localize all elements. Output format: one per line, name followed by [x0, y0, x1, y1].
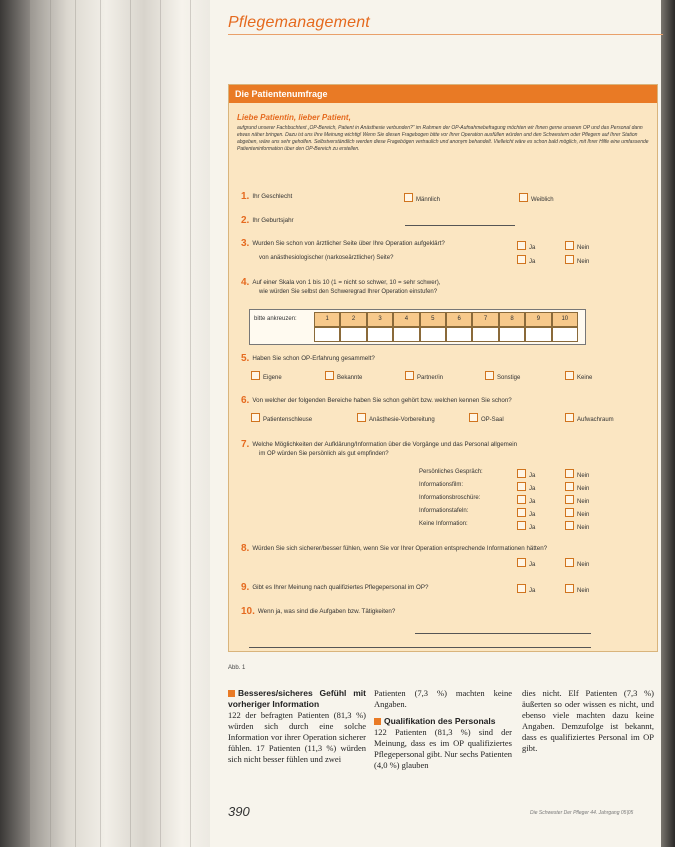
page-footer: Die Schwester Der Pfleger 44. Jahrgang 05|05 [530, 810, 634, 816]
checkbox[interactable] [565, 413, 574, 422]
question-6 [241, 395, 512, 406]
paragraph: dies nicht. Elf Patienten (7,3 %) äußerten so oder wissen es nicht, und ebenso viele machten dazu keine Angaben. Demzufolge ist bekannt, dass es qualifiziertes Personal im OP gibt. [522, 688, 654, 753]
checkbox[interactable] [404, 193, 413, 202]
question-text: Von welcher der folgenden Bereiche haben Sie schon gehört bzw. welchen kennen Sie schon? [252, 397, 512, 404]
scale-header-7: 7 [472, 312, 498, 327]
stacked-page-edges [30, 0, 220, 847]
header-divider [228, 34, 663, 35]
q5-option-5[interactable] [565, 371, 592, 381]
scale-header-6: 6 [446, 312, 472, 327]
checkbox[interactable] [517, 469, 526, 478]
option-label: Ja [529, 473, 536, 479]
checkbox[interactable] [565, 241, 574, 250]
scale-header-10: 10 [552, 312, 578, 327]
option-label: Ja [529, 245, 536, 251]
option-label: Männlich [416, 197, 441, 203]
q7-yes[interactable] [517, 482, 535, 492]
question-number: 8. [241, 543, 250, 554]
checkbox[interactable] [565, 558, 574, 567]
q6-option-2[interactable] [357, 413, 435, 423]
option-label: Nein [577, 588, 590, 594]
q7-no[interactable] [565, 469, 589, 479]
scale-cell-3[interactable] [367, 327, 393, 342]
scale-header-8: 8 [499, 312, 525, 327]
question-3 [241, 238, 445, 249]
question-number: 2. [241, 215, 250, 226]
question-9 [241, 582, 428, 593]
option-label: Eigene [263, 375, 282, 381]
checkbox[interactable] [565, 469, 574, 478]
text-column-1 [228, 688, 366, 765]
checkbox[interactable] [517, 508, 526, 517]
q6-option-1[interactable] [251, 413, 312, 423]
q7-no[interactable] [565, 521, 589, 531]
question-8 [241, 543, 547, 554]
scale-cell-2[interactable] [340, 327, 366, 342]
option-male[interactable] [404, 193, 440, 203]
square-bullet-icon [228, 690, 235, 697]
checkbox[interactable] [565, 508, 574, 517]
square-bullet-icon [374, 718, 381, 725]
scale-cell-1[interactable] [314, 327, 340, 342]
option-label: Nein [577, 499, 590, 505]
question-number: 5. [241, 353, 250, 364]
option-label: Sonstige [497, 375, 521, 381]
checkbox[interactable] [517, 255, 526, 264]
option-label: Ja [529, 562, 536, 568]
checkbox[interactable] [517, 558, 526, 567]
scale-cell-4[interactable] [393, 327, 419, 342]
scale-grid [314, 312, 578, 342]
q7-yes[interactable] [517, 521, 535, 531]
question-number: 3. [241, 238, 250, 249]
option-label: Nein [577, 562, 590, 568]
question-text: Haben Sie schon OP-Erfahrung gesammelt? [252, 355, 375, 362]
scale-cell-7[interactable] [472, 327, 498, 342]
question-number: 7. [241, 439, 250, 450]
scale-cell-6[interactable] [446, 327, 472, 342]
q5-option-3[interactable] [405, 371, 443, 381]
survey-intro: aufgrund unserer Fachbuchtext „OP-Bereich, Patient in Anästhesie verbunden?“ im Rahmen der OP-Aufnahmebefragung möchten wir Ihnen gerne unseren OP und das Personal dann etwas näher bringen. Dazu ist uns Ihre Meinung wichtig! Wenn Sie diesen Fragebogen bitte vor Ihrer Operation ausfüllen würden und den Schwestern oder Pflegern auf Ihrer Station abgeben, wäre uns sehr geholfen. Selbstverständlich werden diese Fragebögen vertraulich und anonym behandelt. Vielleicht wäre es schon bald möglich, mit Ihrer Hilfe eine umfassende Patienteninformation über den OP-Bereich zu erstellen. [237, 125, 649, 152]
text-column-3 [522, 688, 654, 754]
option-label: Ja [529, 588, 536, 594]
q7-item-label: Informationsfilm: [419, 482, 464, 488]
option-label: Weiblich [531, 197, 554, 203]
question-text: Ihr Geburtsjahr [252, 217, 294, 224]
question-text: Ihr Geschlecht [252, 193, 293, 200]
question-2 [241, 215, 294, 226]
checkbox[interactable] [485, 371, 494, 380]
checkbox[interactable] [325, 371, 334, 380]
text-column-2 [374, 688, 512, 771]
severity-scale [249, 309, 586, 345]
answer-line-1[interactable] [415, 633, 591, 634]
q7-no[interactable] [565, 495, 589, 505]
q7-no[interactable] [565, 508, 589, 518]
paragraph: 122 Patienten (81,3 %) sind der Meinung, dass es im OP qualifiziertes Pflegepersonal gibt. Nur sechs Patienten (4,0 %) glauben [374, 727, 512, 770]
checkbox[interactable] [251, 413, 260, 422]
checkbox[interactable] [519, 193, 528, 202]
checkbox[interactable] [357, 413, 366, 422]
checkbox[interactable] [517, 584, 526, 593]
q9-no[interactable] [565, 584, 589, 594]
option-label: Nein [577, 525, 590, 531]
checkbox[interactable] [517, 241, 526, 250]
option-label: Nein [577, 512, 590, 518]
option-label: Keine [577, 375, 593, 381]
section-header: Pflegemanagement [228, 14, 370, 31]
question-5 [241, 353, 375, 364]
subheading: Besseres/sicheres Gefühl mit vorheriger Information [228, 688, 366, 709]
option-label: Ja [529, 525, 536, 531]
book-spine-shadow [0, 0, 30, 847]
q7-no[interactable] [565, 482, 589, 492]
checkbox[interactable] [517, 495, 526, 504]
checkbox[interactable] [565, 371, 574, 380]
option-label: Nein [577, 245, 590, 251]
option-label: Ja [529, 512, 536, 518]
question-number: 9. [241, 582, 250, 593]
scale-cell-8[interactable] [499, 327, 525, 342]
option-label: Nein [577, 486, 590, 492]
checkbox[interactable] [517, 482, 526, 491]
answer-line-2[interactable] [249, 647, 591, 648]
question-text: Würden Sie sich sicherer/besser fühlen, wenn Sie vor Ihrer Operation entsprechende Informationen hätten? [252, 545, 548, 552]
option-label: Bekannte [337, 375, 363, 381]
checkbox[interactable] [251, 371, 260, 380]
scale-header-1: 1 [314, 312, 340, 327]
page-number: 390 [228, 804, 250, 819]
birth-year-field[interactable] [405, 225, 515, 226]
scale-cell-5[interactable] [420, 327, 446, 342]
option-label: Partner/in [417, 375, 444, 381]
question-number: 6. [241, 395, 250, 406]
option-female[interactable] [519, 193, 554, 203]
q3-no[interactable] [565, 241, 589, 251]
question-number: 10. [241, 606, 255, 617]
option-label: Aufwachraum [577, 417, 614, 423]
option-label: Patientenschleuse [263, 417, 313, 423]
question-text: Auf einer Skala von 1 bis 10 (1 = nicht so schwer, 10 = sehr schwer), [252, 279, 441, 286]
scale-cell-9[interactable] [525, 327, 551, 342]
scale-header-9: 9 [525, 312, 551, 327]
question-7 [241, 439, 517, 450]
checkbox[interactable] [469, 413, 478, 422]
question-text: Wurden Sie schon von ärztlicher Seite über Ihre Operation aufgeklärt? [252, 240, 445, 247]
option-label: Ja [529, 259, 536, 265]
scale-header-3: 3 [367, 312, 393, 327]
q3-yes[interactable] [517, 241, 535, 251]
scale-header-2: 2 [340, 312, 366, 327]
scale-header-4: 4 [393, 312, 419, 327]
q7-yes[interactable] [517, 495, 535, 505]
question-number: 1. [241, 191, 250, 202]
question-subtext: wie würden Sie selbst den Schweregrad Ihrer Operation einstufen? [259, 289, 438, 295]
question-1 [241, 191, 292, 202]
survey-title: Die Patientenumfrage [229, 85, 657, 103]
scale-header-5: 5 [420, 312, 446, 327]
option-label: Ja [529, 486, 536, 492]
q3b-no[interactable] [565, 255, 589, 265]
question-subtext: im OP würden Sie persönlich als gut empfinden? [259, 451, 389, 457]
q7-item-label: Informationstafeln: [419, 508, 469, 514]
q6-option-4[interactable] [565, 413, 614, 423]
q3b-yes[interactable] [517, 255, 535, 265]
question-number: 4. [241, 277, 250, 288]
option-label: Ja [529, 499, 536, 505]
q5-option-1[interactable] [251, 371, 282, 381]
checkbox[interactable] [405, 371, 414, 380]
q5-option-4[interactable] [485, 371, 520, 381]
checkbox[interactable] [565, 482, 574, 491]
figure-caption: Abb. 1 [228, 665, 246, 671]
q8-no[interactable] [565, 558, 589, 568]
option-label: Nein [577, 473, 590, 479]
q7-yes[interactable] [517, 469, 535, 479]
q7-item-label: Persönliches Gespräch: [419, 469, 483, 475]
q8-yes[interactable] [517, 558, 535, 568]
scale-label: bitte ankreuzen: [254, 316, 297, 322]
question-text: Wenn ja, was sind die Aufgaben bzw. Tätigkeiten? [257, 608, 396, 615]
checkbox[interactable] [565, 521, 574, 530]
page-gutter [661, 0, 675, 847]
survey-box [228, 84, 658, 652]
checkbox[interactable] [565, 495, 574, 504]
q9-yes[interactable] [517, 584, 535, 594]
question-subtext: von anästhesiologischer (narkoseärztlicher) Seite? [259, 255, 394, 261]
checkbox[interactable] [517, 521, 526, 530]
q7-yes[interactable] [517, 508, 535, 518]
option-label: Nein [577, 259, 590, 265]
option-label: Anästhesie-Vorbereitung [369, 417, 435, 423]
question-4 [241, 277, 440, 288]
option-label: OP-Saal [481, 417, 504, 423]
paragraph: Patienten (7,3 %) machten keine Angaben. [374, 688, 512, 709]
question-text: Welche Möglichkeiten der Aufklärung/Information über die Vorgänge und das Personal allgemein [252, 441, 518, 448]
q5-option-2[interactable] [325, 371, 362, 381]
q7-item-label: Informationsbroschüre: [419, 495, 481, 501]
checkbox[interactable] [565, 584, 574, 593]
paragraph: 122 der befragten Patienten (81,3 %) würden sich durch eine solche Information vor ihrer Operation sicherer fühlen. 17 Patienten (11,3 %) würden sich nicht besser fühlen und zwei [228, 710, 366, 764]
scale-cell-10[interactable] [552, 327, 578, 342]
q7-item-label: Keine Information: [419, 521, 468, 527]
survey-greeting: Liebe Patientin, lieber Patient, [237, 113, 351, 122]
question-10 [241, 606, 395, 617]
question-text: Gibt es Ihrer Meinung nach qualifiziertes Pflegepersonal im OP? [252, 584, 429, 591]
subheading: Qualifikation des Personals [374, 716, 512, 727]
checkbox[interactable] [565, 255, 574, 264]
q6-option-3[interactable] [469, 413, 504, 423]
